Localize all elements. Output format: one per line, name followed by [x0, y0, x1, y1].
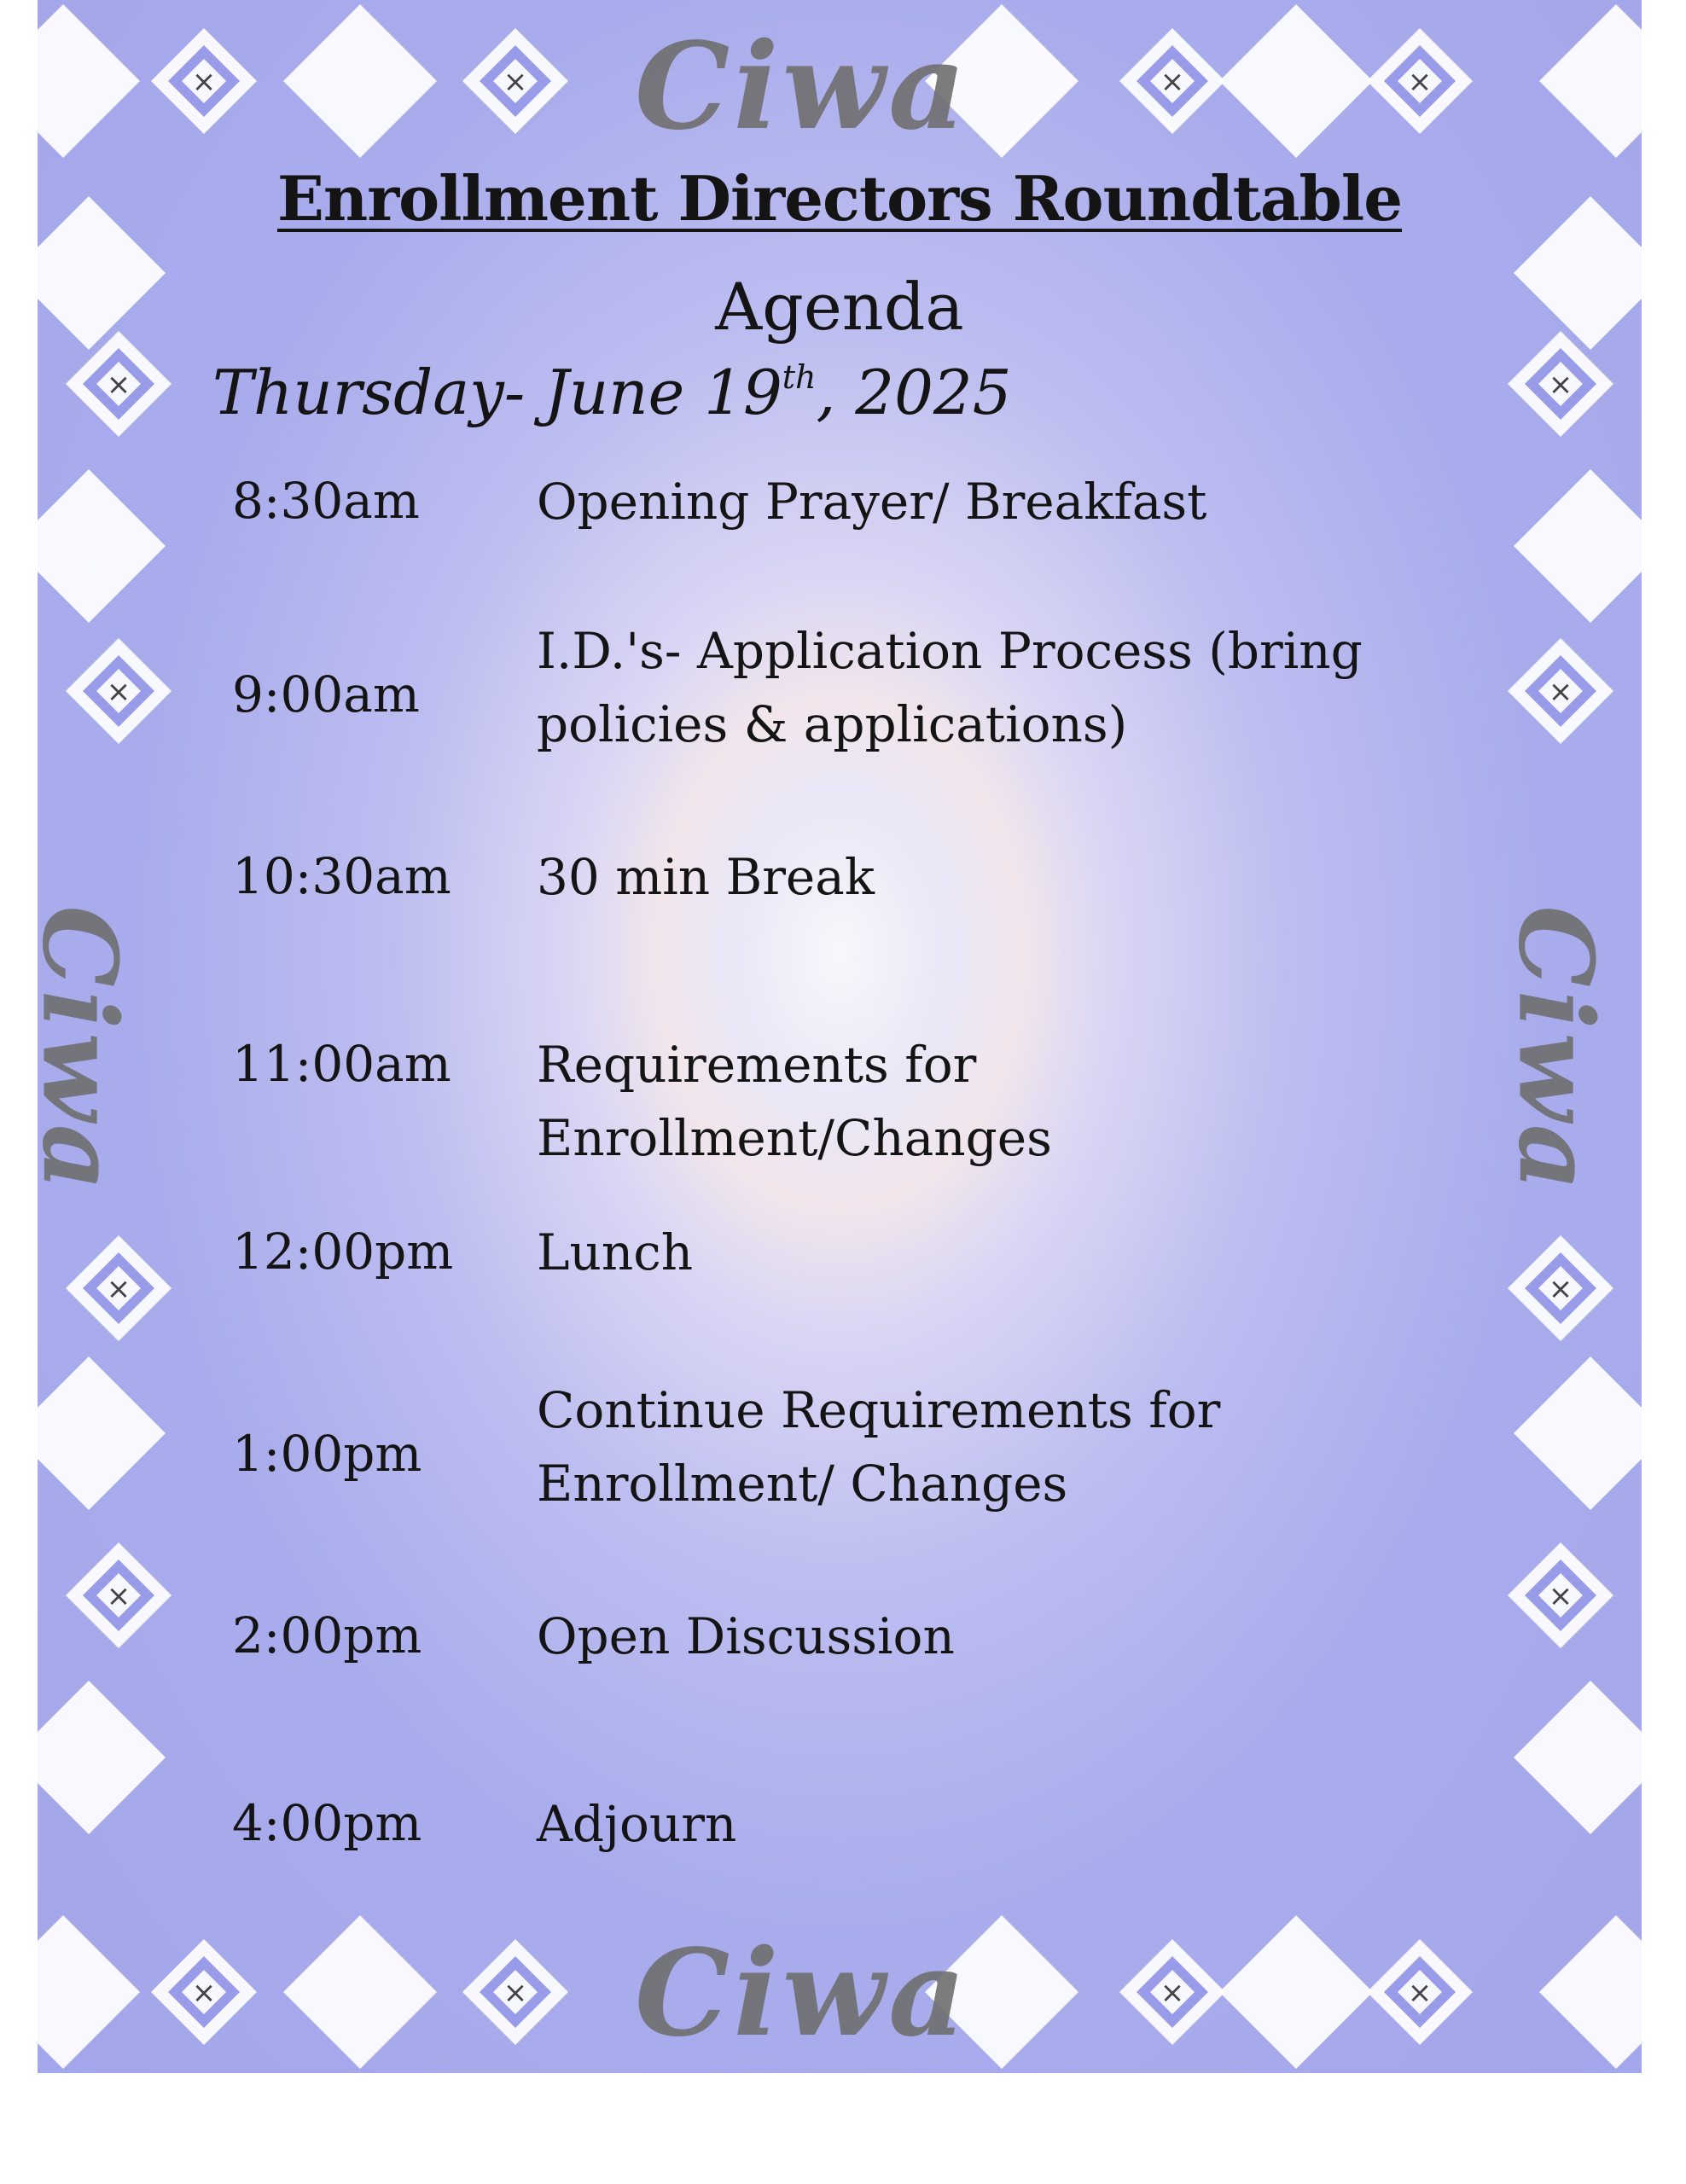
cross-icon: ×	[1160, 65, 1185, 99]
cross-icon: ×	[1548, 1579, 1573, 1613]
cross-icon: ×	[1407, 1976, 1433, 2010]
agenda-time: 11:00am	[232, 1035, 451, 1093]
agenda-item: Requirements for Enrollment/Changes	[537, 1036, 1052, 1167]
cross-icon: ×	[106, 1272, 131, 1306]
agenda-time: 4:00pm	[232, 1794, 422, 1852]
cross-icon: ×	[503, 65, 528, 99]
agenda-item: I.D.'s- Application Process (bring	[537, 622, 1363, 680]
agenda-item: Opening Prayer/ Breakfast	[537, 473, 1207, 531]
agenda-item: policies & applications)	[537, 695, 1128, 753]
agenda-flyer	[19, 0, 1642, 2073]
agenda-time: 10:30am	[232, 847, 451, 905]
cross-icon: ×	[1548, 675, 1573, 709]
agenda-item: Enrollment/ Changes	[537, 1455, 1068, 1513]
agenda-item: Continue Requirements for	[537, 1381, 1221, 1439]
top-logo: Ciwa	[635, 17, 969, 157]
agenda-time: 2:00pm	[232, 1606, 422, 1664]
cross-icon: ×	[106, 675, 131, 709]
event-date: Thursday- June 19th, 2025	[212, 357, 1012, 428]
left-logo: Ciwa	[19, 905, 140, 1194]
right-logo: Ciwa	[1495, 905, 1616, 1194]
agenda-time: 9:00am	[232, 665, 420, 723]
agenda-time: 12:00pm	[232, 1223, 454, 1281]
cross-icon: ×	[106, 1579, 131, 1613]
bottom-logo: Ciwa	[635, 1924, 969, 2064]
cross-icon: ×	[191, 65, 217, 99]
agenda-item: 30 min Break	[537, 848, 875, 906]
cross-icon: ×	[503, 1976, 528, 2010]
cross-icon: ×	[1160, 1976, 1185, 2010]
agenda-item: Open Discussion	[537, 1607, 955, 1665]
agenda-time: 8:30am	[232, 472, 420, 530]
agenda-heading: Agenda	[715, 269, 964, 345]
agenda-time: 1:00pm	[232, 1425, 422, 1483]
cross-icon: ×	[1548, 1272, 1573, 1306]
cross-icon: ×	[1548, 368, 1573, 402]
agenda-item: Adjourn	[537, 1795, 737, 1853]
page-title: Enrollment Directors Roundtable	[276, 162, 1403, 235]
cross-icon: ×	[1407, 65, 1433, 99]
agenda-item: Lunch	[537, 1223, 694, 1281]
cross-icon: ×	[191, 1976, 217, 2010]
cross-icon: ×	[106, 368, 131, 402]
